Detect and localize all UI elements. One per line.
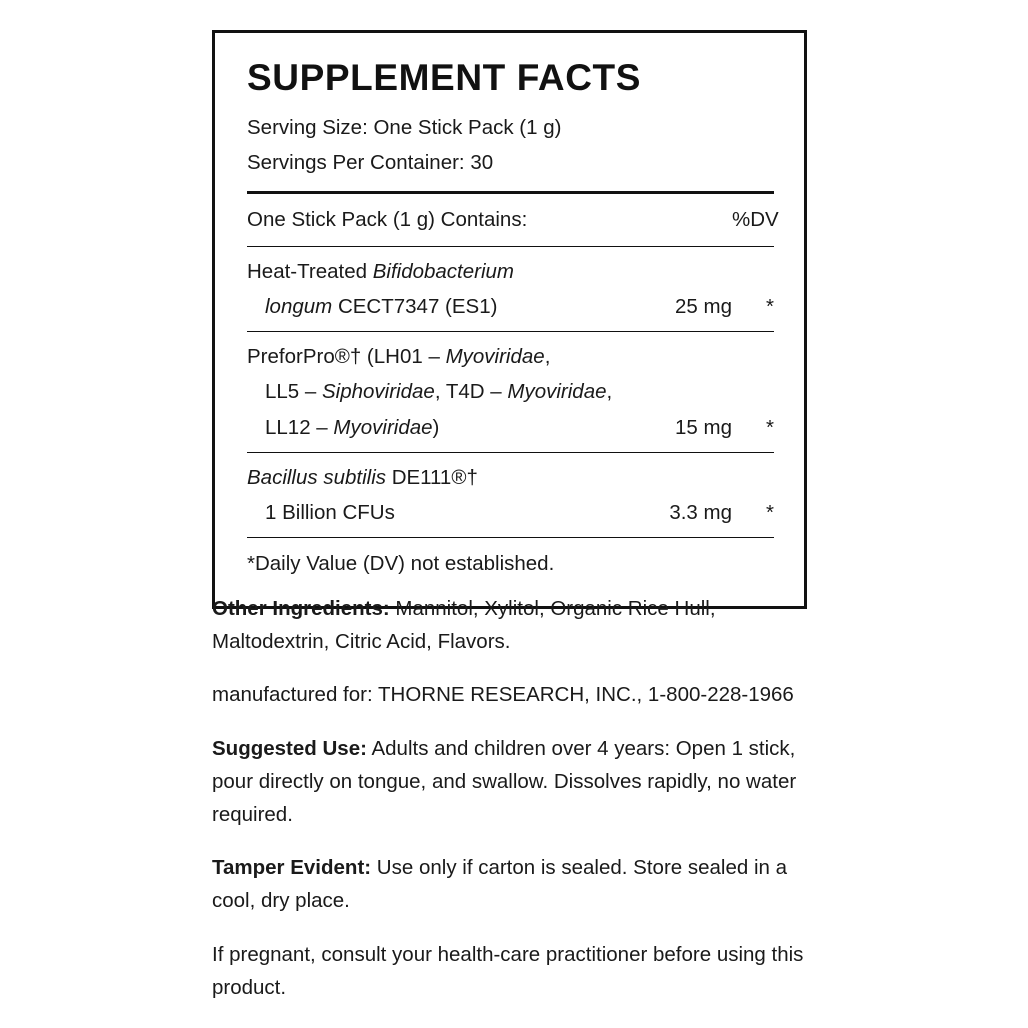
tamper-evident-paragraph [212, 851, 812, 917]
ingredient-dv: * [766, 294, 774, 318]
ingredient-text: 1 Billion CFUs [265, 501, 395, 525]
ingredient-name [247, 339, 636, 445]
supplement-facts-panel [212, 30, 807, 609]
label-body-copy [212, 592, 812, 1024]
ingredient-amount: 3.3 mg [669, 501, 732, 525]
tamper-evident-label: Tamper Evident: [212, 856, 372, 880]
ingredient-text: ) [432, 415, 440, 439]
ingredient-text-italic: Bifidobacterium [372, 259, 515, 283]
other-ingredients-paragraph [212, 592, 812, 658]
suggested-use-label: Suggested Use: [212, 736, 367, 760]
ingredient-amount: 15 mg [675, 415, 732, 439]
table-header-dv: %DV [732, 208, 779, 232]
ingredient-text-italic: Siphoviridae [322, 380, 435, 404]
tamper-evident-text: Use only if carton is sealed. Store sealed in a cool, dry place. [212, 856, 788, 913]
ingredient-text: Heat-Treated [247, 259, 373, 283]
table-row [247, 332, 774, 452]
ingredient-amount: 25 mg [675, 294, 732, 318]
ingredient-text-italic: Bacillus subtilis [247, 465, 386, 489]
serving-size: Serving Size: One Stick Pack (1 g) [247, 115, 562, 139]
ingredient-text: LL12 – [265, 415, 334, 439]
pregnancy-warning-paragraph: If pregnant, consult your health-care practitioner before using this product. [212, 942, 804, 999]
suggested-use-text: Adults and children over 4 years: Open 1 stick, pour directly on tongue, and swallow. Dissolves rapidly, no water required. [212, 736, 797, 827]
table-header-left: One Stick Pack (1 g) Contains: [247, 208, 528, 232]
servings-per-container: Servings Per Container: 30 [247, 151, 494, 175]
table-row [247, 453, 774, 538]
ingredient-text-italic: Myoviridae [445, 345, 545, 369]
manufactured-for-paragraph: manufactured for: THORNE RESEARCH, INC., 1-800-228-1966 [212, 683, 794, 707]
ingredient-dv: * [766, 415, 774, 439]
ingredient-text: , T4D – [434, 380, 508, 404]
ingredient-text: DE111®† [386, 465, 478, 489]
other-ingredients-label: Other Ingredients: [212, 597, 390, 620]
panel-title: SUPPLEMENT FACTS [247, 57, 642, 98]
ingredient-text-italic: longum [265, 294, 333, 318]
ingredient-text: , [606, 380, 613, 404]
ingredient-text: PreforPro®† (LH01 – [247, 345, 446, 369]
ingredient-text: LL5 – [265, 380, 322, 404]
ingredient-name [247, 254, 636, 325]
ingredient-name [247, 460, 636, 531]
suggested-use-paragraph [212, 732, 812, 832]
ingredient-text-italic: Myoviridae [507, 380, 607, 404]
ingredient-text-italic: Myoviridae [333, 415, 433, 439]
other-ingredients-text: Mannitol, Xylitol, Organic Rice Hull, Maltodextrin, Citric Acid, Flavors. [212, 597, 716, 654]
table-row [247, 247, 774, 332]
ingredient-text: , [544, 345, 551, 369]
table-header-row [247, 194, 779, 245]
ingredient-text: CECT7347 (ES1) [332, 294, 498, 318]
daily-value-footnote: *Daily Value (DV) not established. [247, 552, 555, 576]
ingredient-dv: * [766, 501, 774, 525]
